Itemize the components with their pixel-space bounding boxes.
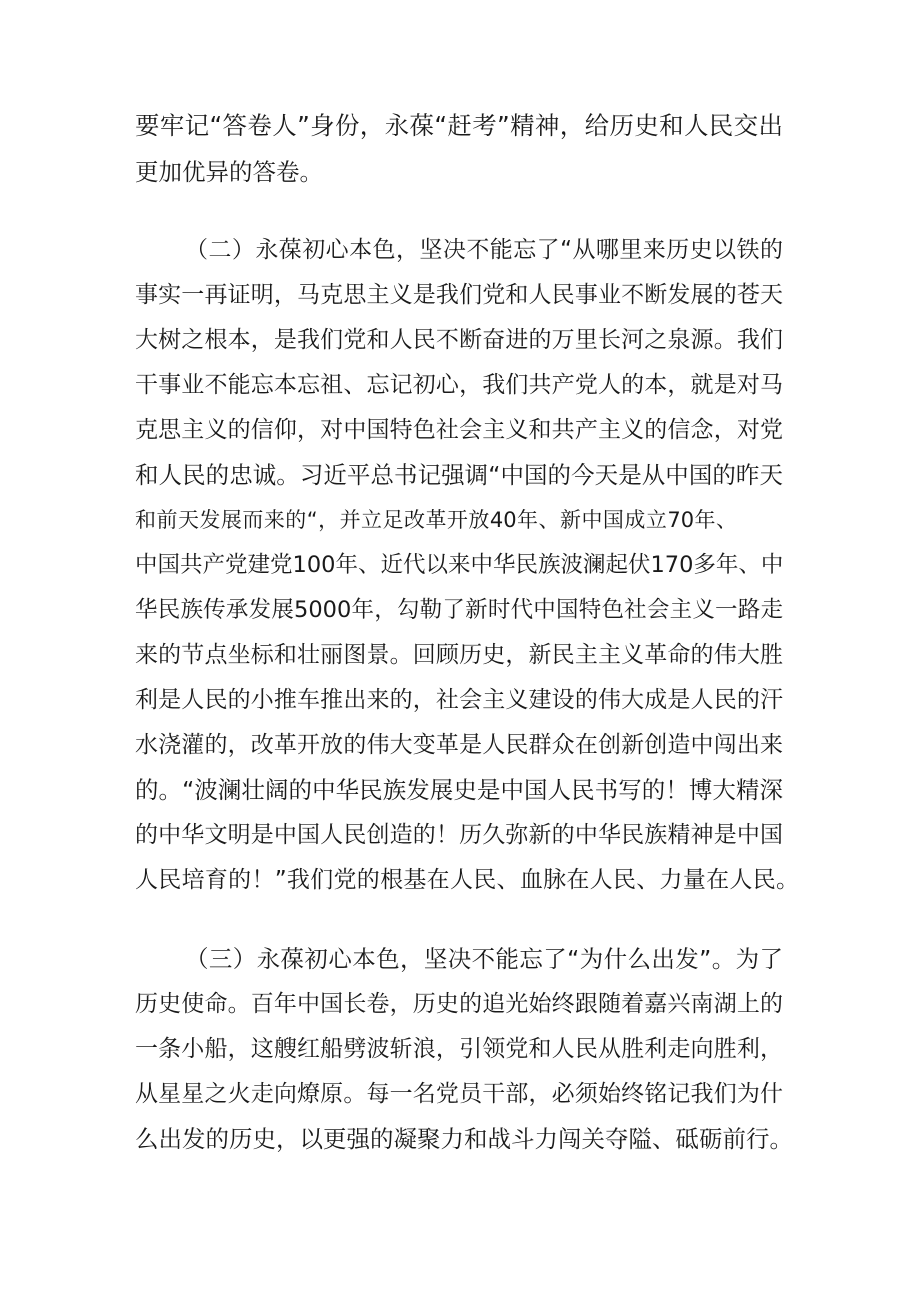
paragraph-3-line-4: 从星星之火走向燎原。每一名党员干部，必须始终铭记我们为什 <box>135 1081 783 1107</box>
paragraph-3-line-1: （三）永葆初心本色，坚决不能忘了“为什么出发”。为了 <box>185 945 783 973</box>
paragraph-2-line-1: （二）永葆初心本色，坚决不能忘了“从哪里来历史以铁的 <box>185 237 783 263</box>
paragraph-3-line-5: 么出发的历史，以更强的凝聚力和战斗力闯关夺隘、砥砺前行。 <box>135 1125 793 1153</box>
paragraph-2-line-2: 事实一再证明，马克思主义是我们党和人民事业不断发展的苍天 <box>135 282 783 308</box>
paragraph-2-line-3: 大树之根本，是我们党和人民不断奋进的万里长河之泉源。我们 <box>135 327 783 353</box>
paragraph-2-line-14: 的中华文明是中国人民创造的！历久弥新的中华民族精神是中国 <box>135 822 783 848</box>
paragraph-2-line-15: 人民培育的！”我们党的根基在人民、血脉在人民、力量在人民。 <box>135 867 799 893</box>
paragraph-3-line-2: 历史使命。百年中国长卷，历史的追光始终跟随着嘉兴南湖上的 <box>135 991 783 1017</box>
paragraph-2-line-10: 来的节点坐标和壮丽图景。回顾历史，新民主主义革命的伟大胜 <box>135 642 783 668</box>
paragraph-2-line-9: 华民族传承发展5000年，勾勒了新时代中国特色社会主义一路走 <box>135 597 783 623</box>
paragraph-2-line-13: 的。“波澜壮阔的中华民族发展史是中国人民书写的！博大精深 <box>135 776 783 804</box>
paragraph-2-line-8: 中国共产党建党100年、近代以来中华民族波澜起伏170多年、中 <box>135 552 784 578</box>
paragraph-2-line-12: 水浇灌的，改革开放的伟大变革是人民群众在创新创造中闯出来 <box>135 732 783 758</box>
paragraph-1-line-2: 更加优异的答卷。 <box>135 158 323 186</box>
paragraph-2-line-6: 和人民的忠诚。习近平总书记强调“中国的今天是从中国的昨天 <box>135 461 783 489</box>
paragraph-2-line-11: 利是人民的小推车推出来的，社会主义建设的伟大成是人民的汗 <box>135 687 783 713</box>
paragraph-1-line-1: 要牢记“答卷人”身份，永葆“赶考”精神，给历史和人民交出 <box>135 111 783 140</box>
paragraph-2-line-4: 干事业不能忘本忘祖、忘记初心，我们共产党人的本，就是对马 <box>135 372 783 398</box>
paragraph-3-line-3: 一条小船，这艘红船劈波斩浪，引领党和人民从胜利走向胜利， <box>135 1036 783 1062</box>
paragraph-2-line-5: 克思主义的信仰，对中国特色社会主义和共产主义的信念，对党 <box>135 417 783 443</box>
paragraph-2-line-7: 和前天发展而来的“，并立足改革开放40年、新中国成立70年、 <box>135 508 737 532</box>
